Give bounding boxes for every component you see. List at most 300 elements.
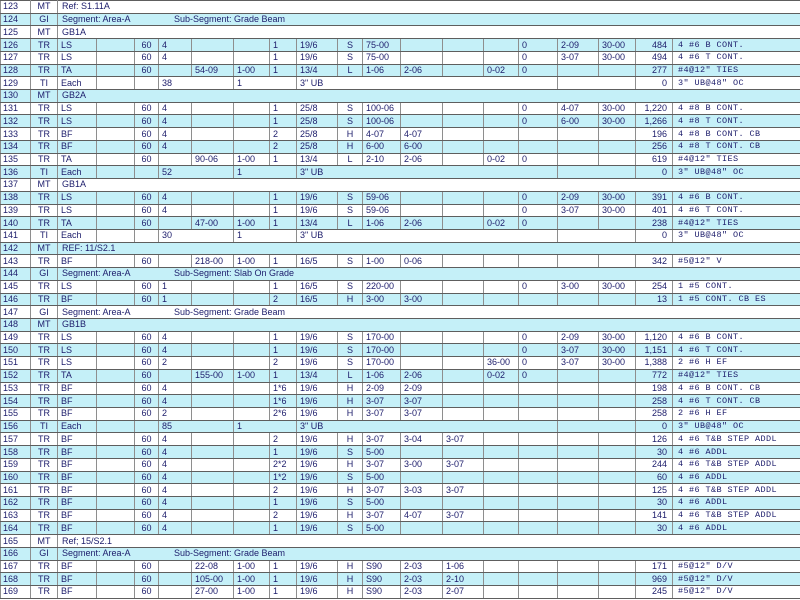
shape-cell[interactable]: S: [338, 280, 363, 293]
dim-c-cell[interactable]: [443, 115, 484, 128]
dim-d-cell[interactable]: [484, 509, 519, 522]
weight-cell[interactable]: 772: [636, 369, 673, 382]
dim-d-cell[interactable]: [484, 471, 519, 484]
grade-cell[interactable]: 60: [135, 280, 159, 293]
zero-cell[interactable]: 0: [519, 191, 558, 204]
dim-b-cell[interactable]: 3-00: [401, 458, 443, 471]
weight-cell[interactable]: 1,120: [636, 331, 673, 344]
spacing-cell[interactable]: [234, 344, 270, 357]
qty-cell[interactable]: 1: [270, 369, 297, 382]
size-cell[interactable]: 19/6: [297, 586, 338, 599]
stock-cell[interactable]: 30-00: [599, 39, 636, 52]
lap-cell[interactable]: [558, 458, 599, 471]
grade-cell[interactable]: 60: [135, 446, 159, 459]
blank-cell[interactable]: [97, 217, 135, 230]
dim-d-cell[interactable]: [484, 344, 519, 357]
row-type-cell[interactable]: TR: [31, 484, 58, 497]
row-number-cell[interactable]: 124: [1, 13, 31, 26]
dim-a-cell[interactable]: 100-06: [363, 115, 401, 128]
stock-cell[interactable]: [599, 395, 636, 408]
qty-cell[interactable]: 2*6: [270, 408, 297, 421]
weight-cell[interactable]: 30: [636, 497, 673, 510]
lap-cell[interactable]: [558, 140, 599, 153]
row-type-cell[interactable]: GI: [31, 306, 58, 319]
lap-cell[interactable]: 2-09: [558, 191, 599, 204]
dim-b-cell[interactable]: 2-03: [401, 573, 443, 586]
blank-cell[interactable]: [97, 77, 135, 90]
length-cell[interactable]: [192, 128, 234, 141]
description-cell[interactable]: 4 #6 ADDL: [673, 497, 800, 510]
zero-cell[interactable]: 0: [519, 280, 558, 293]
dim-a-cell[interactable]: S90: [363, 560, 401, 573]
dim-d-cell[interactable]: [484, 293, 519, 306]
lap-cell[interactable]: 6-00: [558, 115, 599, 128]
zero-cell[interactable]: 0: [519, 102, 558, 115]
weight-cell[interactable]: 125: [636, 484, 673, 497]
lap-cell[interactable]: [558, 560, 599, 573]
lap-cell[interactable]: 3-07: [558, 357, 599, 370]
description-cell[interactable]: 4 #6 B CONT. CB: [673, 382, 800, 395]
blank-cell[interactable]: [558, 77, 636, 90]
mark-cell[interactable]: BF: [58, 140, 97, 153]
row-number-cell[interactable]: 144: [1, 268, 31, 281]
mark-cell[interactable]: BF: [58, 522, 97, 535]
dim-d-cell[interactable]: 0-02: [484, 217, 519, 230]
row-type-cell[interactable]: TR: [31, 255, 58, 268]
count-cell[interactable]: 4: [159, 102, 192, 115]
qty-cell[interactable]: 2: [270, 140, 297, 153]
row-number-cell[interactable]: 130: [1, 90, 31, 103]
shape-cell[interactable]: L: [338, 217, 363, 230]
stock-cell[interactable]: 30-00: [599, 344, 636, 357]
size-cell[interactable]: 19/6: [297, 446, 338, 459]
row-number-cell[interactable]: 157: [1, 433, 31, 446]
dim-a-cell[interactable]: 170-00: [363, 357, 401, 370]
count-cell[interactable]: 4: [159, 471, 192, 484]
shape-cell[interactable]: S: [338, 497, 363, 510]
dim-b-cell[interactable]: 3-00: [401, 293, 443, 306]
length-cell[interactable]: [192, 204, 234, 217]
spacing-cell[interactable]: [234, 433, 270, 446]
length-cell[interactable]: [192, 395, 234, 408]
size-cell[interactable]: 13/4: [297, 369, 338, 382]
size-cell[interactable]: 19/6: [297, 191, 338, 204]
description-cell[interactable]: #5@12" D/V: [673, 573, 800, 586]
stock-cell[interactable]: 30-00: [599, 51, 636, 64]
mark-cell[interactable]: LS: [58, 51, 97, 64]
zero-cell[interactable]: 0: [519, 204, 558, 217]
weight-cell[interactable]: 60: [636, 471, 673, 484]
zero-cell[interactable]: [519, 471, 558, 484]
count-cell[interactable]: 4: [159, 39, 192, 52]
shape-cell[interactable]: H: [338, 140, 363, 153]
dim-d-cell[interactable]: [484, 140, 519, 153]
stock-cell[interactable]: [599, 255, 636, 268]
stock-cell[interactable]: [599, 140, 636, 153]
row-type-cell[interactable]: TR: [31, 497, 58, 510]
row-number-cell[interactable]: 128: [1, 64, 31, 77]
grade-cell[interactable]: 60: [135, 128, 159, 141]
row-number-cell[interactable]: 125: [1, 26, 31, 39]
row-number-cell[interactable]: 167: [1, 560, 31, 573]
dim-c-cell[interactable]: [443, 471, 484, 484]
blank-cell[interactable]: [97, 471, 135, 484]
row-type-cell[interactable]: TR: [31, 128, 58, 141]
dim-b-cell[interactable]: [401, 102, 443, 115]
weight-cell[interactable]: 0: [636, 77, 673, 90]
spacing-cell[interactable]: [234, 331, 270, 344]
lap-cell[interactable]: [558, 471, 599, 484]
lap-cell[interactable]: [558, 446, 599, 459]
size-cell[interactable]: 19/6: [297, 382, 338, 395]
mark-cell[interactable]: LS: [58, 115, 97, 128]
length-cell[interactable]: [192, 522, 234, 535]
qty-cell[interactable]: 2: [270, 357, 297, 370]
dim-c-cell[interactable]: [443, 331, 484, 344]
blank-cell[interactable]: [97, 39, 135, 52]
description-cell[interactable]: #4@12" TIES: [673, 217, 800, 230]
dim-a-cell[interactable]: 6-00: [363, 140, 401, 153]
dim-a-cell[interactable]: 2-09: [363, 382, 401, 395]
count-cell[interactable]: 4: [159, 433, 192, 446]
count-cell[interactable]: 4: [159, 115, 192, 128]
dim-b-cell[interactable]: 2-03: [401, 586, 443, 599]
qty-cell[interactable]: 1: [270, 102, 297, 115]
stock-cell[interactable]: [599, 522, 636, 535]
blank-cell[interactable]: [97, 128, 135, 141]
dim-b-cell[interactable]: 3-03: [401, 484, 443, 497]
qty-cell[interactable]: 1*6: [270, 395, 297, 408]
dim-b-cell[interactable]: 2-03: [401, 560, 443, 573]
blank-cell[interactable]: [97, 191, 135, 204]
size-cell[interactable]: 13/4: [297, 153, 338, 166]
row-number-cell[interactable]: 147: [1, 306, 31, 319]
dim-b-cell[interactable]: [401, 522, 443, 535]
grade-cell[interactable]: 60: [135, 357, 159, 370]
qty-cell[interactable]: 1: [270, 522, 297, 535]
zero-cell[interactable]: 0: [519, 153, 558, 166]
count-cell[interactable]: 1: [159, 293, 192, 306]
dim-a-cell[interactable]: 5-00: [363, 522, 401, 535]
zero-cell[interactable]: 0: [519, 64, 558, 77]
zero-cell[interactable]: [519, 382, 558, 395]
row-number-cell[interactable]: 151: [1, 357, 31, 370]
shape-cell[interactable]: H: [338, 433, 363, 446]
dim-d-cell[interactable]: [484, 204, 519, 217]
count-cell[interactable]: [159, 369, 192, 382]
mark-cell[interactable]: Each: [58, 229, 97, 242]
row-type-cell[interactable]: TR: [31, 395, 58, 408]
weight-cell[interactable]: 256: [636, 140, 673, 153]
length-cell[interactable]: [192, 331, 234, 344]
row-type-cell[interactable]: MT: [31, 179, 58, 192]
mark-cell[interactable]: LS: [58, 204, 97, 217]
stock-cell[interactable]: [599, 573, 636, 586]
row-type-cell[interactable]: TI: [31, 166, 58, 179]
mark-cell[interactable]: BF: [58, 408, 97, 421]
row-number-cell[interactable]: 148: [1, 318, 31, 331]
dim-b-cell[interactable]: [401, 51, 443, 64]
lap-cell[interactable]: [558, 293, 599, 306]
dim-c-cell[interactable]: [443, 357, 484, 370]
grade-cell[interactable]: 60: [135, 102, 159, 115]
grade-cell[interactable]: 60: [135, 382, 159, 395]
mark-cell[interactable]: BF: [58, 484, 97, 497]
lap-cell[interactable]: [558, 255, 599, 268]
spacing-cell[interactable]: [234, 115, 270, 128]
mark-cell[interactable]: BF: [58, 446, 97, 459]
dim-c-cell[interactable]: [443, 153, 484, 166]
row-type-cell[interactable]: GI: [31, 268, 58, 281]
lap-cell[interactable]: 2-09: [558, 39, 599, 52]
dim-c-cell[interactable]: 3-07: [443, 433, 484, 446]
lap-cell[interactable]: [558, 217, 599, 230]
row-number-cell[interactable]: 165: [1, 535, 31, 548]
dim-d-cell[interactable]: [484, 458, 519, 471]
mark-cell[interactable]: BF: [58, 573, 97, 586]
qty-cell[interactable]: 1: [234, 166, 297, 179]
shape-cell[interactable]: S: [338, 331, 363, 344]
row-number-cell[interactable]: 133: [1, 128, 31, 141]
qty-cell[interactable]: 1: [270, 344, 297, 357]
dim-a-cell[interactable]: 3-07: [363, 509, 401, 522]
description-cell[interactable]: 3" UB@48" OC: [673, 420, 800, 433]
weight-cell[interactable]: 619: [636, 153, 673, 166]
dim-a-cell[interactable]: 2-10: [363, 153, 401, 166]
row-number-cell[interactable]: 129: [1, 77, 31, 90]
stock-cell[interactable]: [599, 64, 636, 77]
zero-cell[interactable]: [519, 522, 558, 535]
count-cell[interactable]: 4: [159, 458, 192, 471]
blank-cell[interactable]: [135, 77, 159, 90]
grade-cell[interactable]: 60: [135, 369, 159, 382]
blank-cell[interactable]: [97, 153, 135, 166]
row-type-cell[interactable]: TR: [31, 64, 58, 77]
dim-a-cell[interactable]: 3-07: [363, 484, 401, 497]
shape-cell[interactable]: H: [338, 573, 363, 586]
count-cell[interactable]: 4: [159, 522, 192, 535]
zero-cell[interactable]: [519, 497, 558, 510]
row-type-cell[interactable]: TR: [31, 204, 58, 217]
shape-cell[interactable]: S: [338, 357, 363, 370]
weight-cell[interactable]: 1,266: [636, 115, 673, 128]
count-cell[interactable]: 52: [159, 166, 234, 179]
count-cell[interactable]: 38: [159, 77, 234, 90]
stock-cell[interactable]: 30-00: [599, 280, 636, 293]
dim-b-cell[interactable]: [401, 471, 443, 484]
dim-d-cell[interactable]: [484, 382, 519, 395]
blank-cell[interactable]: [97, 344, 135, 357]
length-cell[interactable]: [192, 382, 234, 395]
row-type-cell[interactable]: TR: [31, 408, 58, 421]
weight-cell[interactable]: 245: [636, 586, 673, 599]
grade-cell[interactable]: 60: [135, 331, 159, 344]
blank-cell[interactable]: [97, 166, 135, 179]
dim-c-cell[interactable]: [443, 293, 484, 306]
description-cell[interactable]: 1 #5 CONT. CB ES: [673, 293, 800, 306]
spacing-cell[interactable]: [234, 408, 270, 421]
shape-cell[interactable]: H: [338, 586, 363, 599]
spacing-cell[interactable]: 1-00: [234, 255, 270, 268]
spacing-cell[interactable]: [234, 497, 270, 510]
weight-cell[interactable]: 391: [636, 191, 673, 204]
qty-cell[interactable]: 1: [270, 573, 297, 586]
grade-cell[interactable]: 60: [135, 497, 159, 510]
lap-cell[interactable]: [558, 395, 599, 408]
length-cell[interactable]: [192, 497, 234, 510]
spacing-cell[interactable]: [234, 140, 270, 153]
mark-cell[interactable]: LS: [58, 102, 97, 115]
length-cell[interactable]: [192, 39, 234, 52]
qty-cell[interactable]: 1: [270, 497, 297, 510]
grade-cell[interactable]: 60: [135, 484, 159, 497]
lap-cell[interactable]: [558, 573, 599, 586]
length-cell[interactable]: [192, 484, 234, 497]
blank-cell[interactable]: [135, 229, 159, 242]
spacing-cell[interactable]: [234, 128, 270, 141]
dim-c-cell[interactable]: 3-07: [443, 458, 484, 471]
qty-cell[interactable]: 1*6: [270, 382, 297, 395]
lap-cell[interactable]: [558, 509, 599, 522]
description-cell[interactable]: 4 #6 T&B STEP ADDL: [673, 458, 800, 471]
blank-cell[interactable]: [97, 509, 135, 522]
weight-cell[interactable]: 258: [636, 395, 673, 408]
blank-cell[interactable]: [97, 484, 135, 497]
mark-cell[interactable]: TA: [58, 153, 97, 166]
length-cell[interactable]: 90-06: [192, 153, 234, 166]
mark-cell[interactable]: TA: [58, 64, 97, 77]
note-cell[interactable]: 3" UB: [297, 229, 558, 242]
spacing-cell[interactable]: [234, 293, 270, 306]
row-type-cell[interactable]: TR: [31, 293, 58, 306]
dim-b-cell[interactable]: 4-07: [401, 509, 443, 522]
row-type-cell[interactable]: TI: [31, 229, 58, 242]
weight-cell[interactable]: 401: [636, 204, 673, 217]
blank-cell[interactable]: [97, 369, 135, 382]
dim-d-cell[interactable]: 0-02: [484, 64, 519, 77]
mark-cell[interactable]: Each: [58, 166, 97, 179]
dim-d-cell[interactable]: [484, 484, 519, 497]
stock-cell[interactable]: [599, 458, 636, 471]
length-cell[interactable]: [192, 191, 234, 204]
row-type-cell[interactable]: TI: [31, 420, 58, 433]
blank-cell[interactable]: [97, 420, 135, 433]
dim-d-cell[interactable]: [484, 586, 519, 599]
row-number-cell[interactable]: 161: [1, 484, 31, 497]
row-type-cell[interactable]: MT: [31, 26, 58, 39]
zero-cell[interactable]: 0: [519, 51, 558, 64]
shape-cell[interactable]: S: [338, 191, 363, 204]
size-cell[interactable]: 19/6: [297, 471, 338, 484]
stock-cell[interactable]: [599, 217, 636, 230]
dim-b-cell[interactable]: 2-06: [401, 369, 443, 382]
size-cell[interactable]: 16/5: [297, 280, 338, 293]
dim-b-cell[interactable]: 6-00: [401, 140, 443, 153]
row-number-cell[interactable]: 156: [1, 420, 31, 433]
dim-d-cell[interactable]: 0-02: [484, 369, 519, 382]
stock-cell[interactable]: [599, 369, 636, 382]
spacing-cell[interactable]: [234, 484, 270, 497]
row-type-cell[interactable]: TR: [31, 522, 58, 535]
dim-b-cell[interactable]: [401, 497, 443, 510]
mark-title-cell[interactable]: GB1A: [58, 26, 800, 39]
grade-cell[interactable]: 60: [135, 433, 159, 446]
count-cell[interactable]: 4: [159, 128, 192, 141]
mark-title-cell[interactable]: GB1A: [58, 179, 800, 192]
weight-cell[interactable]: 171: [636, 560, 673, 573]
row-number-cell[interactable]: 166: [1, 547, 31, 560]
weight-cell[interactable]: 126: [636, 433, 673, 446]
stock-cell[interactable]: [599, 382, 636, 395]
spacing-cell[interactable]: [234, 280, 270, 293]
spacing-cell[interactable]: [234, 102, 270, 115]
count-cell[interactable]: 4: [159, 204, 192, 217]
mark-cell[interactable]: TA: [58, 369, 97, 382]
spacing-cell[interactable]: 1-00: [234, 586, 270, 599]
stock-cell[interactable]: [599, 484, 636, 497]
qty-cell[interactable]: 1: [270, 115, 297, 128]
length-cell[interactable]: [192, 344, 234, 357]
description-cell[interactable]: 3" UB@48" OC: [673, 77, 800, 90]
zero-cell[interactable]: 0: [519, 357, 558, 370]
length-cell[interactable]: 218-00: [192, 255, 234, 268]
count-cell[interactable]: 4: [159, 331, 192, 344]
size-cell[interactable]: 13/4: [297, 64, 338, 77]
size-cell[interactable]: 19/6: [297, 344, 338, 357]
blank-cell[interactable]: [97, 408, 135, 421]
count-cell[interactable]: 2: [159, 408, 192, 421]
row-number-cell[interactable]: 132: [1, 115, 31, 128]
row-number-cell[interactable]: 137: [1, 179, 31, 192]
size-cell[interactable]: 19/6: [297, 395, 338, 408]
mark-cell[interactable]: BF: [58, 458, 97, 471]
row-number-cell[interactable]: 150: [1, 344, 31, 357]
qty-cell[interactable]: 2: [270, 484, 297, 497]
grade-cell[interactable]: 60: [135, 39, 159, 52]
grade-cell[interactable]: 60: [135, 115, 159, 128]
spacing-cell[interactable]: [234, 471, 270, 484]
row-number-cell[interactable]: 136: [1, 166, 31, 179]
dim-d-cell[interactable]: [484, 331, 519, 344]
size-cell[interactable]: 19/6: [297, 357, 338, 370]
dim-c-cell[interactable]: [443, 382, 484, 395]
lap-cell[interactable]: [558, 408, 599, 421]
mark-cell[interactable]: LS: [58, 191, 97, 204]
weight-cell[interactable]: 258: [636, 408, 673, 421]
size-cell[interactable]: 19/6: [297, 433, 338, 446]
grade-cell[interactable]: 60: [135, 255, 159, 268]
count-cell[interactable]: 30: [159, 229, 234, 242]
count-cell[interactable]: 4: [159, 51, 192, 64]
description-cell[interactable]: 4 #6 B CONT.: [673, 191, 800, 204]
size-cell[interactable]: 19/6: [297, 458, 338, 471]
row-type-cell[interactable]: TR: [31, 471, 58, 484]
weight-cell[interactable]: 277: [636, 64, 673, 77]
count-cell[interactable]: [159, 573, 192, 586]
blank-cell[interactable]: [97, 64, 135, 77]
dim-b-cell[interactable]: 2-06: [401, 217, 443, 230]
note-cell[interactable]: 3" UB: [297, 166, 558, 179]
size-cell[interactable]: 13/4: [297, 217, 338, 230]
dim-c-cell[interactable]: [443, 369, 484, 382]
size-cell[interactable]: 19/6: [297, 497, 338, 510]
stock-cell[interactable]: 30-00: [599, 357, 636, 370]
count-cell[interactable]: [159, 217, 192, 230]
dim-b-cell[interactable]: 3-07: [401, 408, 443, 421]
grade-cell[interactable]: 60: [135, 395, 159, 408]
qty-cell[interactable]: 1: [270, 153, 297, 166]
length-cell[interactable]: [192, 293, 234, 306]
